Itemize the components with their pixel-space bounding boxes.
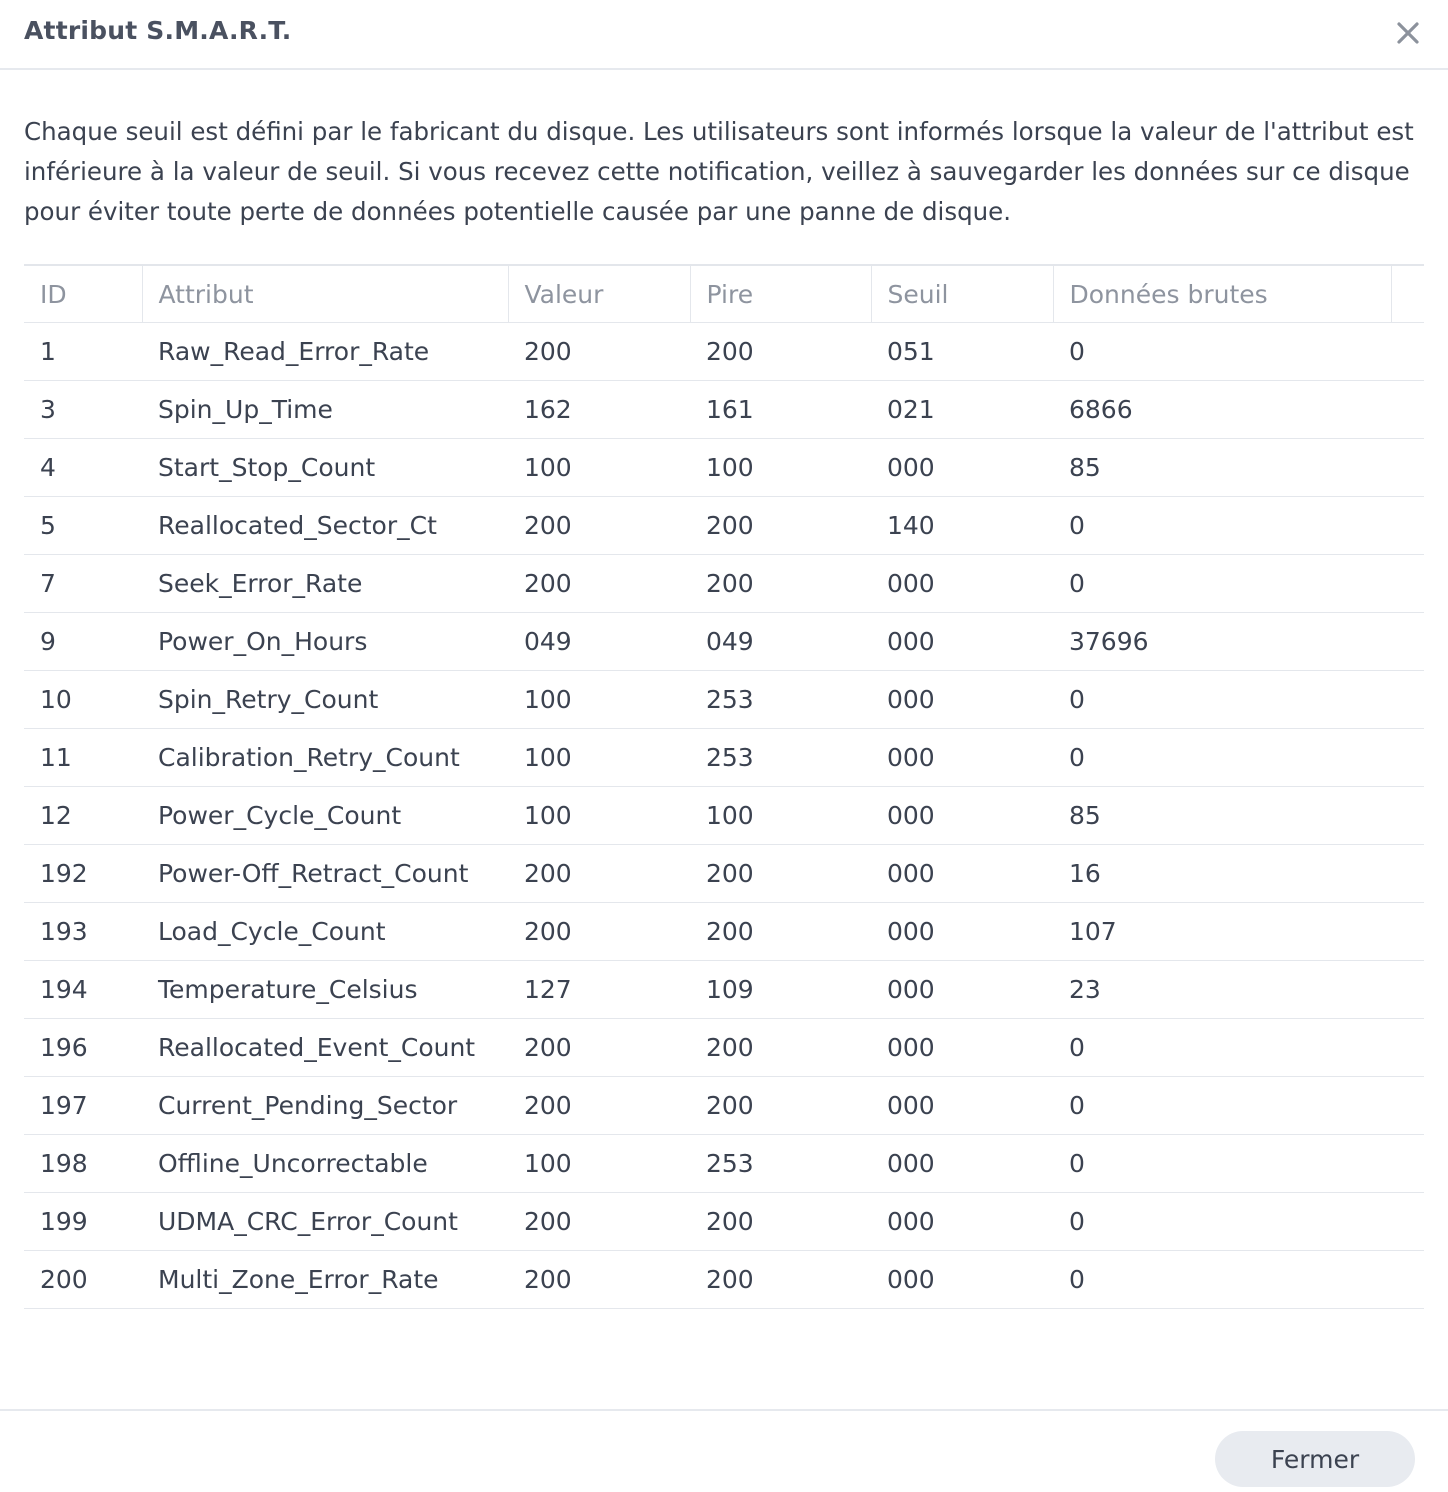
cell-filler [1391,1135,1424,1193]
cell-attribut: Temperature_Celsius [142,961,508,1019]
table-row[interactable] [24,787,1424,845]
cell-attribut: Current_Pending_Sector [142,1077,508,1135]
cell-valeur: 100 [508,729,690,787]
cell-pire: 100 [690,439,871,497]
cell-filler [1391,439,1424,497]
cell-pire: 161 [690,381,871,439]
cell-id: 9 [24,613,142,671]
table-row[interactable] [24,1135,1424,1193]
cell-id: 1 [24,323,142,381]
cell-attribut: Power_Cycle_Count [142,787,508,845]
cell-filler [1391,381,1424,439]
cell-valeur: 049 [508,613,690,671]
table-row[interactable] [24,729,1424,787]
table-header-row [24,266,1424,323]
cell-donnees-brutes: 0 [1053,497,1391,555]
cell-pire: 200 [690,497,871,555]
cell-id: 199 [24,1193,142,1251]
cell-attribut: UDMA_CRC_Error_Count [142,1193,508,1251]
cell-pire: 200 [690,1077,871,1135]
dialog-title-bar [0,0,1448,70]
cell-id: 4 [24,439,142,497]
close-icon-glyph [1388,14,1428,54]
fermer-button[interactable]: Fermer [1215,1431,1415,1487]
cell-pire: 200 [690,903,871,961]
cell-attribut: Start_Stop_Count [142,439,508,497]
cell-donnees-brutes: 85 [1053,439,1391,497]
cell-filler [1391,1193,1424,1251]
cell-attribut: Power_On_Hours [142,613,508,671]
cell-seuil: 000 [871,729,1053,787]
cell-filler [1391,323,1424,381]
cell-valeur: 162 [508,381,690,439]
cell-valeur: 200 [508,1019,690,1077]
cell-seuil: 000 [871,787,1053,845]
cell-donnees-brutes: 107 [1053,903,1391,961]
cell-valeur: 100 [508,439,690,497]
cell-attribut: Raw_Read_Error_Rate [142,323,508,381]
column-header-seuil[interactable]: Seuil [871,266,1053,323]
cell-id: 192 [24,845,142,903]
cell-donnees-brutes: 23 [1053,961,1391,1019]
cell-donnees-brutes: 0 [1053,555,1391,613]
cell-pire: 200 [690,323,871,381]
cell-donnees-brutes: 0 [1053,1019,1391,1077]
cell-pire: 253 [690,729,871,787]
cell-filler [1391,961,1424,1019]
cell-seuil: 000 [871,613,1053,671]
cell-filler [1391,1251,1424,1309]
cell-valeur: 200 [508,555,690,613]
cell-valeur: 127 [508,961,690,1019]
cell-filler [1391,729,1424,787]
cell-valeur: 200 [508,497,690,555]
cell-attribut: Power-Off_Retract_Count [142,845,508,903]
cell-pire: 200 [690,1251,871,1309]
table-row[interactable] [24,381,1424,439]
table-row[interactable] [24,903,1424,961]
cell-attribut: Offline_Uncorrectable [142,1135,508,1193]
column-header-id[interactable]: ID [24,266,142,323]
cell-id: 198 [24,1135,142,1193]
smart-table-container [24,264,1424,1309]
cell-pire: 109 [690,961,871,1019]
cell-filler [1391,903,1424,961]
cell-valeur: 200 [508,903,690,961]
cell-pire: 200 [690,555,871,613]
cell-seuil: 000 [871,1077,1053,1135]
cell-filler [1391,555,1424,613]
cell-attribut: Load_Cycle_Count [142,903,508,961]
dialog-footer [0,1409,1448,1492]
cell-filler [1391,613,1424,671]
cell-donnees-brutes: 0 [1053,1135,1391,1193]
cell-id: 12 [24,787,142,845]
cell-id: 196 [24,1019,142,1077]
cell-seuil: 000 [871,903,1053,961]
dialog-description: Chaque seuil est défini par le fabricant du disque. Les utilisateurs sont informés lorsque la valeur de l'attribut est inférieure à la valeur de seuil. Si vous recevez cette notification, veillez à sauvegarder les données sur ce disque pour éviter toute perte de données potentielle causée par une panne de disque. [24,117,1414,226]
cell-valeur: 200 [508,1193,690,1251]
cell-pire: 200 [690,1019,871,1077]
cell-attribut: Reallocated_Sector_Ct [142,497,508,555]
cell-seuil: 000 [871,1251,1053,1309]
column-header-donnees-brutes[interactable]: Données brutes [1053,266,1391,323]
cell-pire: 200 [690,1193,871,1251]
cell-filler [1391,787,1424,845]
table-row[interactable] [24,1251,1424,1309]
dialog-title: Attribut S.M.A.R.T. [24,16,292,45]
cell-attribut: Seek_Error_Rate [142,555,508,613]
cell-id: 10 [24,671,142,729]
table-row[interactable] [24,961,1424,1019]
cell-seuil: 000 [871,671,1053,729]
cell-seuil: 000 [871,845,1053,903]
table-row[interactable] [24,1019,1424,1077]
cell-id: 194 [24,961,142,1019]
cell-attribut: Spin_Retry_Count [142,671,508,729]
cell-pire: 253 [690,1135,871,1193]
cell-donnees-brutes: 0 [1053,323,1391,381]
cell-donnees-brutes: 0 [1053,1251,1391,1309]
table-row[interactable] [24,1077,1424,1135]
cell-id: 5 [24,497,142,555]
cell-filler [1391,845,1424,903]
cell-seuil: 000 [871,1135,1053,1193]
cell-seuil: 000 [871,439,1053,497]
cell-valeur: 100 [508,671,690,729]
cell-pire: 100 [690,787,871,845]
table-row[interactable] [24,845,1424,903]
cell-donnees-brutes: 0 [1053,1193,1391,1251]
table-row[interactable] [24,1193,1424,1251]
cell-donnees-brutes: 85 [1053,787,1391,845]
cell-pire: 200 [690,845,871,903]
cell-valeur: 200 [508,323,690,381]
cell-valeur: 100 [508,787,690,845]
cell-attribut: Spin_Up_Time [142,381,508,439]
cell-donnees-brutes: 0 [1053,671,1391,729]
cell-valeur: 200 [508,845,690,903]
close-icon[interactable] [1388,14,1428,54]
cell-filler [1391,671,1424,729]
cell-pire: 253 [690,671,871,729]
cell-attribut: Multi_Zone_Error_Rate [142,1251,508,1309]
column-header-pire[interactable]: Pire [690,266,871,323]
cell-id: 11 [24,729,142,787]
cell-seuil: 000 [871,961,1053,1019]
cell-id: 3 [24,381,142,439]
table-row[interactable] [24,439,1424,497]
cell-attribut: Reallocated_Event_Count [142,1019,508,1077]
cell-filler [1391,1019,1424,1077]
table-row[interactable] [24,613,1424,671]
table-row[interactable] [24,555,1424,613]
cell-seuil: 000 [871,555,1053,613]
cell-donnees-brutes: 0 [1053,1077,1391,1135]
cell-id: 197 [24,1077,142,1135]
cell-id: 200 [24,1251,142,1309]
cell-valeur: 200 [508,1251,690,1309]
cell-id: 193 [24,903,142,961]
cell-donnees-brutes: 6866 [1053,381,1391,439]
cell-valeur: 200 [508,1077,690,1135]
cell-donnees-brutes: 16 [1053,845,1391,903]
cell-valeur: 100 [508,1135,690,1193]
table-row[interactable] [24,323,1424,381]
cell-donnees-brutes: 37696 [1053,613,1391,671]
column-header-attribut[interactable]: Attribut [142,266,508,323]
column-header-valeur[interactable]: Valeur [508,266,690,323]
cell-seuil: 021 [871,381,1053,439]
cell-seuil: 000 [871,1193,1053,1251]
cell-attribut: Calibration_Retry_Count [142,729,508,787]
column-header-filler [1391,266,1424,323]
cell-seuil: 051 [871,323,1053,381]
cell-pire: 049 [690,613,871,671]
smart-table [24,266,1424,1309]
table-row[interactable] [24,671,1424,729]
cell-filler [1391,1077,1424,1135]
cell-seuil: 140 [871,497,1053,555]
cell-id: 7 [24,555,142,613]
cell-donnees-brutes: 0 [1053,729,1391,787]
table-body [24,323,1424,1309]
cell-seuil: 000 [871,1019,1053,1077]
table-row[interactable] [24,497,1424,555]
cell-filler [1391,497,1424,555]
